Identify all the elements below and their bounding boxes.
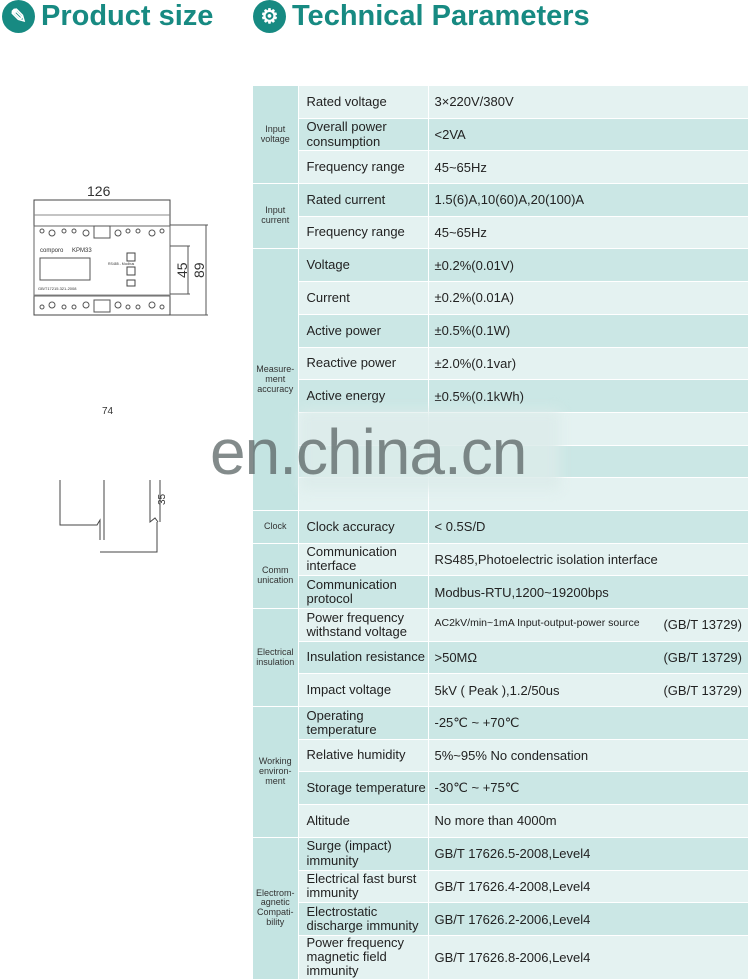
parameter-value: ±2.0%(0.1var) — [428, 347, 748, 380]
dim-width-top: 126 — [87, 183, 111, 199]
parameter-name: Communication interface — [298, 543, 428, 576]
table-row — [253, 609, 748, 642]
table-row — [253, 86, 748, 118]
group-label: Clock — [253, 510, 298, 543]
parameter-value: -25℃ ~ +70℃ — [428, 707, 748, 740]
table-row — [253, 510, 748, 543]
table-row — [253, 282, 748, 315]
parameter-value: -30℃ ~ +75℃ — [428, 772, 748, 805]
table-row — [253, 772, 748, 805]
parameter-value: No more than 4000m — [428, 805, 748, 838]
parameter-name: Power frequency magnetic field immunity — [298, 935, 428, 979]
table-row — [253, 151, 748, 184]
group-label: Electrom-agnetic Compati-bility — [253, 837, 298, 979]
watermark: en.china.cn — [210, 416, 527, 488]
table-row — [253, 216, 748, 249]
parameter-value: GB/T 17626.2-2006,Level4 — [428, 903, 748, 936]
table-row — [253, 576, 748, 609]
parameter-value: Modbus-RTU,1200~19200bps — [428, 576, 748, 609]
parameter-name: Electrical fast burst immunity — [298, 870, 428, 903]
value-text: AC2kV/min~1mA Input-output-power source — [434, 617, 640, 630]
std-label: GB/T17215.321-2008 — [38, 286, 77, 291]
table-row — [253, 739, 748, 772]
parameter-name: Altitude — [298, 805, 428, 838]
parameter-name: Frequency range — [298, 151, 428, 184]
parameter-value: GB/T 17626.5-2008,Level4 — [428, 837, 748, 870]
parameter-name: Overall power consumption — [298, 118, 428, 151]
table-row — [253, 870, 748, 903]
parameter-name: Rated voltage — [298, 86, 428, 118]
dim-depth: 35 — [157, 493, 168, 505]
value-text: 5kV ( Peak ),1.2/50us — [434, 682, 560, 698]
dim-height-outer: 89 — [191, 262, 207, 278]
table-row — [253, 118, 748, 151]
product-size-title: Product size — [41, 0, 214, 32]
parameter-value: ±0.5%(0.1W) — [428, 314, 748, 347]
group-label: Comm unication — [253, 543, 298, 608]
table-row — [253, 674, 748, 707]
parameter-value — [428, 609, 748, 642]
wrench-gear-icon: ⚙ — [253, 0, 286, 33]
parameter-name: Clock accuracy — [298, 510, 428, 543]
table-row — [253, 249, 748, 282]
dim-width-side: 74 — [102, 406, 114, 417]
group-label: Electrical insulation — [253, 609, 298, 707]
product-dimension-drawing — [20, 170, 220, 560]
value-text: >50MΩ — [434, 650, 478, 666]
standard-reference: (GB/T 13729) — [663, 617, 742, 633]
table-row — [253, 707, 748, 740]
parameter-name: Active power — [298, 314, 428, 347]
table-row — [253, 543, 748, 576]
parameter-name: Reactive power — [298, 347, 428, 380]
tools-icon: ✎ — [2, 0, 35, 33]
parameter-name: Rated current — [298, 184, 428, 217]
standard-reference: (GB/T 13729) — [663, 650, 742, 666]
parameter-name: Relative humidity — [298, 739, 428, 772]
parameter-name: Voltage — [298, 249, 428, 282]
parameter-value: GB/T 17626.8-2006,Level4 — [428, 935, 748, 979]
table-row — [253, 805, 748, 838]
technical-parameters-table — [253, 86, 748, 980]
parameter-value — [428, 641, 748, 674]
parameter-value: ±0.2%(0.01A) — [428, 282, 748, 315]
parameter-value: GB/T 17626.4-2008,Level4 — [428, 870, 748, 903]
table-row — [253, 347, 748, 380]
group-label: Input current — [253, 184, 298, 249]
parameter-name: Storage temperature — [298, 772, 428, 805]
brand-label: comporo — [40, 248, 64, 254]
table-row — [253, 380, 748, 413]
product-size-header — [2, 0, 213, 33]
group-label: Working environ-ment — [253, 707, 298, 838]
parameter-value: ±0.5%(0.1kWh) — [428, 380, 748, 413]
table-row — [253, 641, 748, 674]
parameter-name: Electrostatic discharge immunity — [298, 903, 428, 936]
parameter-name: Surge (impact) immunity — [298, 837, 428, 870]
standard-reference: (GB/T 13729) — [663, 682, 742, 698]
parameter-name: Frequency range — [298, 216, 428, 249]
parameter-name: Current — [298, 282, 428, 315]
parameter-value: 45~65Hz — [428, 216, 748, 249]
parameter-name: Insulation resistance — [298, 641, 428, 674]
parameter-value: 1.5(6)A,10(60)A,20(100)A — [428, 184, 748, 217]
parameter-name: Power frequency withstand voltage — [298, 609, 428, 642]
parameter-value: 5%~95% No condensation — [428, 739, 748, 772]
group-label: Measure-ment accuracy — [253, 249, 298, 511]
dim-height-inner: 45 — [174, 262, 190, 278]
table-row — [253, 935, 748, 979]
table-row — [253, 314, 748, 347]
table-row — [253, 184, 748, 217]
parameter-value: 45~65Hz — [428, 151, 748, 184]
protocol-label: RS485 - Modbus — [108, 262, 135, 266]
parameter-value: < 0.5S/D — [428, 510, 748, 543]
parameter-name: Operating temperature — [298, 707, 428, 740]
parameter-value: <2VA — [428, 118, 748, 151]
table-row — [253, 903, 748, 936]
parameter-value: ±0.2%(0.01V) — [428, 249, 748, 282]
group-label: Input voltage — [253, 86, 298, 184]
parameter-value: 3×220V/380V — [428, 86, 748, 118]
technical-parameters-header — [253, 0, 590, 33]
parameter-name: Impact voltage — [298, 674, 428, 707]
parameter-value: RS485,Photoelectric isolation interface — [428, 543, 748, 576]
parameter-name: Communication protocol — [298, 576, 428, 609]
table-row — [253, 837, 748, 870]
parameter-value — [428, 674, 748, 707]
technical-parameters-title: Technical Parameters — [292, 0, 590, 32]
parameter-name: Active energy — [298, 380, 428, 413]
model-label: KPM33 — [72, 248, 92, 254]
